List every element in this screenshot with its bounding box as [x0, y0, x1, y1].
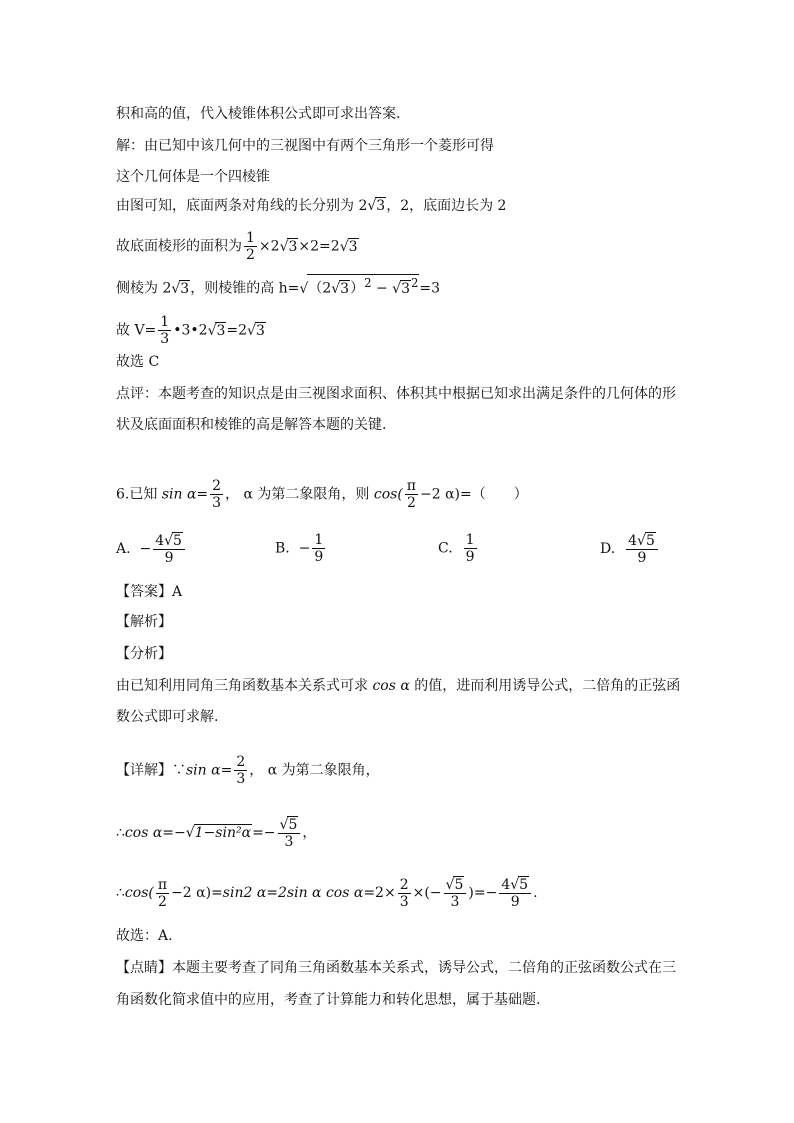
text: =−	[252, 825, 276, 841]
numerator: 1	[160, 314, 170, 330]
denominator: 9	[164, 550, 174, 566]
detail-line-1	[116, 754, 380, 787]
sqrt-symbol: √	[339, 238, 349, 255]
text: )=−	[468, 885, 498, 901]
answer-line: 【答案】A	[116, 584, 183, 600]
fraction	[153, 532, 185, 566]
comment-line-2: 角函数化简求值中的应用，考查了计算能力和转化思想，属于基础题.	[116, 992, 541, 1008]
comment-line-1: 【点睛】本题主要考查了同角三角函数基本关系式，诱导公式，二倍角的正弦函数公式在三	[116, 960, 676, 976]
denominator: 3	[160, 331, 170, 347]
option-c	[438, 532, 479, 565]
option-label: B.	[275, 540, 290, 557]
text: ∴	[116, 825, 125, 841]
text: 故底面棱形的面积为	[116, 238, 242, 255]
sqrt-radicand: 5	[454, 877, 464, 893]
sqrt-radicand: 3	[216, 322, 226, 339]
solution-line-2: 解：由已知中该几何中的三视图中有两个三角形一个菱形可得	[116, 138, 494, 154]
sqrt-radicand: 3	[180, 280, 190, 297]
text: ， α 为第二象限角，	[249, 762, 380, 779]
fraction	[398, 877, 411, 910]
denominator: 3	[284, 834, 294, 850]
numerator: π	[157, 876, 168, 893]
denominator: 3	[236, 771, 246, 787]
sqrt-symbol: √	[279, 817, 289, 833]
text: ， α 为第二象限角，则	[225, 486, 374, 503]
denominator: 2	[157, 893, 167, 910]
denominator: 9	[637, 550, 647, 566]
text: −	[298, 540, 311, 557]
math-text: cos α	[372, 678, 410, 694]
text: =	[196, 486, 209, 503]
solution-line-10: 状及底面面积和棱锥的高是解答本题的关键.	[116, 417, 387, 433]
text: 侧棱为 2	[116, 280, 172, 297]
text: （2	[308, 280, 332, 297]
text: −2 α)=（ ）	[420, 486, 528, 503]
sqrt-radicand: 3	[255, 322, 265, 339]
numerator	[499, 876, 531, 894]
text: −	[371, 280, 393, 297]
text: .	[533, 885, 538, 901]
sqrt-symbol: √	[299, 280, 309, 297]
denominator: 9	[510, 894, 520, 910]
fenxi-line-2: 数公式即可求解.	[116, 709, 219, 725]
sqrt-symbol: √	[279, 238, 289, 255]
text: ×(−	[412, 885, 442, 901]
sqrt-symbol: √	[637, 533, 646, 549]
sqrt-radicand: 5	[645, 533, 655, 549]
math-text: cos(	[373, 486, 403, 503]
denominator: 9	[314, 549, 324, 565]
math-text: cos(	[124, 885, 154, 901]
sqrt-symbol: √	[164, 533, 174, 549]
text: ）	[350, 280, 365, 297]
text: −2 α)=	[171, 885, 223, 901]
text: 4	[155, 533, 165, 549]
numerator: 1	[314, 532, 324, 548]
text: 由图可知，底面两条对角线的长分别为 2	[116, 198, 368, 214]
fraction	[156, 877, 169, 910]
sqrt-radicand: 3	[348, 238, 358, 255]
math-text: sin α	[161, 486, 197, 503]
sqrt-symbol: √	[510, 877, 520, 893]
numerator	[626, 532, 658, 550]
text: ×2	[258, 238, 280, 255]
text: 4	[628, 533, 638, 549]
numerator: 1	[465, 532, 475, 548]
solution-line-5	[116, 230, 359, 263]
sqrt-radicand: 5	[519, 877, 529, 893]
text: ，则棱锥的高 h=	[190, 280, 300, 297]
text: 【详解】∵	[116, 762, 186, 779]
sqrt-symbol: √	[367, 198, 377, 214]
text: =−	[162, 825, 186, 841]
denominator: 3	[212, 495, 222, 511]
sqrt-symbol: √	[207, 322, 217, 339]
solution-line-3: 这个几何体是一个四棱锥	[116, 169, 270, 185]
math-text: sin2 α=2sin α cos α	[222, 885, 364, 901]
sqrt-radicand: 3	[340, 280, 350, 297]
numerator	[444, 876, 467, 894]
analysis-heading: 【解析】	[116, 614, 172, 630]
sqrt-radicand: 3	[288, 238, 298, 255]
text: 6.已知	[116, 486, 162, 503]
option-d	[600, 532, 660, 566]
fraction	[158, 314, 171, 347]
sqrt-symbol: √	[247, 322, 256, 339]
solution-line-7	[116, 314, 266, 347]
denominator: 3	[450, 894, 460, 910]
fraction	[278, 816, 301, 850]
fraction	[444, 876, 467, 910]
numerator: 2	[399, 876, 409, 893]
numerator: π	[406, 478, 416, 494]
fraction	[464, 532, 477, 565]
fraction	[405, 478, 418, 511]
text: ，	[302, 825, 317, 841]
numerator	[278, 816, 301, 834]
solution-line-8: 故选 C	[116, 354, 160, 370]
fenxi-heading: 【分析】	[116, 646, 172, 662]
sqrt-radicand: 1−sin²α	[194, 825, 252, 841]
text: =	[220, 762, 233, 779]
solution-line-4	[116, 196, 506, 216]
detail-line-3	[116, 876, 538, 910]
option-label: D.	[600, 541, 616, 557]
solution-line-9: 点评：本题考查的知识点是由三视图求面积、体积其中根据已知求出满足条件的几何体的形	[116, 386, 676, 402]
fraction	[312, 532, 325, 565]
sqrt-radicand-big	[307, 274, 419, 297]
option-label: A.	[116, 541, 131, 557]
text: 由已知利用同角三角函数基本关系式可求	[116, 678, 373, 694]
text: 的值，进而利用诱导公式，二倍角的正弦函	[409, 678, 681, 694]
denominator: 2	[246, 247, 255, 263]
question-6-options	[0, 532, 794, 568]
math-text: cos α	[124, 825, 163, 841]
denominator: 2	[406, 495, 416, 511]
sqrt-symbol: √	[331, 280, 341, 297]
text: =2×	[363, 885, 396, 901]
question-6-stem	[116, 478, 528, 511]
denominator: 9	[465, 549, 475, 565]
sqrt-symbol: √	[171, 280, 181, 297]
detail-line-2	[116, 816, 316, 850]
sqrt-symbol: √	[392, 280, 402, 297]
choose-line: 故选：A.	[116, 928, 173, 944]
text: −	[139, 541, 152, 557]
sqrt-radicand: 5	[288, 817, 298, 833]
fraction	[210, 478, 223, 511]
text: 故 V=	[116, 322, 157, 339]
fenxi-line-1	[116, 676, 680, 696]
option-label: C.	[438, 540, 453, 557]
sqrt-radicand: 5	[173, 533, 182, 549]
numerator: 1	[246, 230, 255, 246]
text: ∴	[116, 885, 125, 901]
fraction	[499, 876, 531, 910]
sqrt-radicand: 3	[401, 280, 410, 297]
text: ，2，底面边长为 2	[386, 198, 507, 214]
option-a	[116, 532, 187, 566]
text: •3•2	[173, 322, 208, 339]
fraction	[234, 754, 247, 787]
solution-line-1: 积和高的值，代入棱锥体积公式即可求出答案.	[116, 106, 401, 122]
numerator	[153, 532, 185, 550]
sqrt-radicand: 3	[376, 198, 386, 214]
fraction	[244, 230, 257, 263]
exponent: 2	[364, 276, 372, 290]
exponent: 2	[411, 276, 419, 290]
text: =3	[419, 280, 441, 297]
numerator: 2	[236, 754, 246, 770]
text: 4	[501, 877, 511, 893]
solution-line-6	[116, 274, 440, 299]
math-text: sin α	[186, 762, 221, 779]
denominator: 3	[399, 893, 409, 910]
text: =2	[226, 322, 248, 339]
text: ×2=2	[298, 238, 340, 255]
fraction	[626, 532, 658, 566]
option-b	[275, 532, 327, 565]
sqrt-symbol: √	[445, 877, 455, 893]
numerator: 2	[212, 478, 222, 494]
sqrt-symbol: √	[185, 825, 195, 841]
